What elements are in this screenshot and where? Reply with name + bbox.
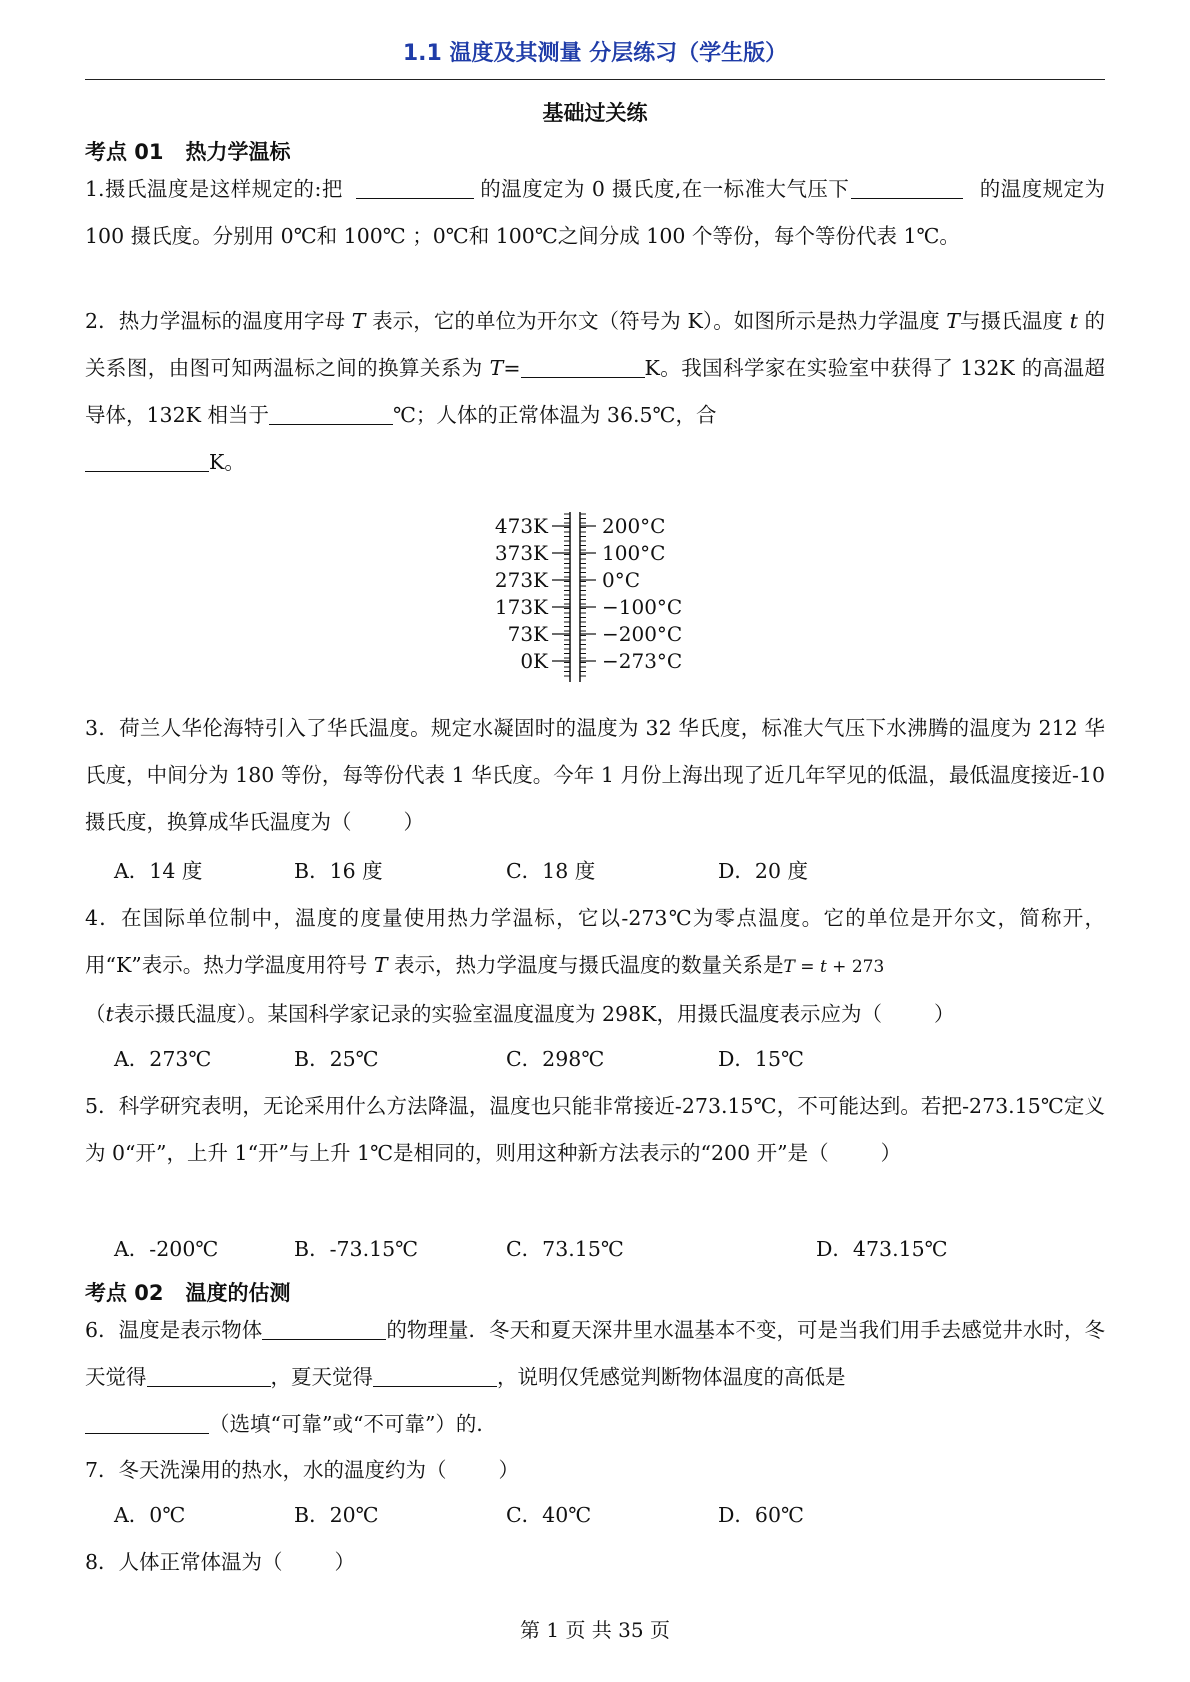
option-b[interactable]: B．20℃ bbox=[294, 1503, 379, 1527]
symbol-T: T bbox=[946, 309, 960, 333]
kelvin-label: 0K bbox=[520, 649, 548, 673]
question-text: K。 bbox=[209, 450, 245, 474]
celsius-label: 200°C bbox=[602, 514, 666, 538]
answer-blank[interactable] bbox=[521, 355, 645, 378]
option-c[interactable]: C．40℃ bbox=[506, 1503, 592, 1527]
temperature-scale-figure bbox=[490, 506, 750, 686]
formula bbox=[784, 957, 885, 977]
option-d[interactable]: D．20 度 bbox=[718, 859, 809, 883]
question-text: 表示，它的单位为开尔文（符号为 K）。如图所示是热力学温度 bbox=[372, 309, 940, 333]
option-d[interactable]: D．473.15℃ bbox=[816, 1237, 948, 1261]
question-text: = bbox=[503, 356, 521, 380]
page-footer: 第 1 页 共 35 页 bbox=[520, 1618, 670, 1642]
formula-text: + 273 bbox=[826, 957, 885, 977]
celsius-label: 100°C bbox=[602, 541, 666, 565]
symbol-T: T bbox=[351, 309, 366, 333]
answer-blank[interactable] bbox=[851, 176, 963, 199]
header-divider bbox=[85, 79, 1105, 80]
question-text: 6．温度是表示物体 bbox=[85, 1318, 263, 1342]
question-text: K。我国科学家在实验室中获得了 132K 的高温超导体，132K 相当于 bbox=[85, 356, 1105, 427]
option-d[interactable]: D．15℃ bbox=[718, 1047, 804, 1071]
question-text: 5．科学研究表明，无论采用什么方法降温，温度也只能非常接近-273.15℃，不可能达到。若把-273.15℃定义为 0“开”，上升 1“开”与上升 1℃是相同的，则用这种新方法表示的“200 开”是（ bbox=[85, 1094, 1105, 1165]
question-text: 4．在国际单位制中，温度的度量使用热力学温标，它以-273℃为零点温度。它的单位是开尔文，简称开，用“K”表示。热力学温度用符号 bbox=[85, 906, 1105, 977]
option-b[interactable]: B．-73.15℃ bbox=[294, 1237, 419, 1261]
question-2 bbox=[85, 298, 1105, 486]
question-text: ） bbox=[403, 810, 424, 834]
topic-heading-01 bbox=[85, 136, 291, 166]
question-text: 2．热力学温标的温度用字母 bbox=[85, 309, 346, 333]
question-text: 7．冬天洗澡用的热水，水的温度约为（ bbox=[85, 1458, 447, 1482]
question-text: ） bbox=[880, 1141, 902, 1165]
question-text: ℃；人体的正常体温为 36.5℃，合 bbox=[392, 403, 717, 427]
question-text: （ bbox=[85, 1002, 106, 1026]
celsius-label: −273°C bbox=[602, 649, 683, 673]
option-a[interactable]: A．14 度 bbox=[114, 859, 203, 883]
question-text: ） bbox=[498, 1458, 520, 1482]
topic-number: 考点 02 bbox=[85, 1281, 164, 1305]
question-text: （选填“可靠”或“不可靠”）的． bbox=[209, 1412, 497, 1436]
symbol-t: t bbox=[819, 957, 827, 977]
question-text: 表示，热力学温度与摄氏温度的数量关系是 bbox=[394, 953, 784, 977]
question-8 bbox=[85, 1539, 1105, 1586]
symbol-t: t bbox=[105, 1002, 114, 1026]
symbol-T: T bbox=[489, 356, 504, 380]
question-text: ，夏天觉得 bbox=[270, 1365, 373, 1389]
question-1 bbox=[85, 166, 1105, 260]
symbol-T: T bbox=[783, 957, 795, 977]
answer-blank[interactable] bbox=[373, 1364, 497, 1387]
answer-blank[interactable] bbox=[262, 1317, 386, 1340]
option-c[interactable]: C．298℃ bbox=[506, 1047, 605, 1071]
question-text: 1.摄氏温度是这样规定的:把 bbox=[85, 177, 343, 201]
section-title: 基础过关练 bbox=[542, 101, 648, 125]
topic-heading-02 bbox=[85, 1277, 291, 1307]
question-text: 的物理量．冬天和夏天深井里水温基本不变，可是当我们用手去感觉井水时，冬天觉得 bbox=[85, 1318, 1105, 1389]
topic-name: 热力学温标 bbox=[185, 140, 291, 164]
option-a[interactable]: A．-200℃ bbox=[114, 1237, 219, 1261]
symbol-t: t bbox=[1069, 309, 1078, 333]
question-text: ） bbox=[334, 1550, 356, 1574]
answer-blank[interactable] bbox=[85, 1411, 209, 1434]
option-c[interactable]: C．73.15℃ bbox=[506, 1237, 624, 1261]
answer-blank[interactable] bbox=[147, 1364, 271, 1387]
option-c[interactable]: C．18 度 bbox=[506, 859, 596, 883]
question-4 bbox=[85, 895, 1105, 1038]
page-title: 1.1 温度及其测量 分层练习（学生版） bbox=[402, 41, 788, 66]
question-text: 的关系图，由图可知两温标之间的换算关系为 bbox=[85, 309, 1105, 380]
option-b[interactable]: B．16 度 bbox=[294, 859, 383, 883]
kelvin-label: 173K bbox=[494, 595, 548, 619]
topic-name: 温度的估测 bbox=[185, 1281, 291, 1305]
answer-blank[interactable] bbox=[269, 402, 393, 425]
answer-blank[interactable] bbox=[85, 449, 209, 472]
question-5 bbox=[85, 1083, 1105, 1177]
kelvin-label: 373K bbox=[494, 541, 548, 565]
question-text: 3．荷兰人华伦海特引入了华氏温度。规定水凝固时的温度为 32 华氏度，标准大气压下水沸腾的温度为 212 华氏度，中间分为 180 等份，每等份代表 1 华氏度。今年 1 月份上海出现了近几年罕见的低温，最低温度接近-10 摄氏度，换算成华氏温度为（ bbox=[85, 716, 1105, 834]
celsius-label: −200°C bbox=[602, 622, 683, 646]
question-text: 的温度规定为 100 摄氏度。分别用 0℃和 100℃ ；0℃和 100℃之间分成 100 个等份，每个等份代表 1℃。 bbox=[85, 177, 1105, 248]
kelvin-label: 73K bbox=[507, 622, 548, 646]
question-3 bbox=[85, 705, 1105, 846]
answer-blank[interactable] bbox=[356, 176, 474, 199]
question-6 bbox=[85, 1307, 1105, 1448]
kelvin-label: 273K bbox=[494, 568, 548, 592]
option-b[interactable]: B．25℃ bbox=[294, 1047, 379, 1071]
question-7 bbox=[85, 1447, 1105, 1494]
formula-text: = bbox=[794, 957, 820, 977]
question-text: 与摄氏温度 bbox=[959, 309, 1063, 333]
option-a[interactable]: A．273℃ bbox=[114, 1047, 212, 1071]
question-text: ） bbox=[933, 1002, 955, 1026]
celsius-label: 0°C bbox=[602, 568, 641, 592]
question-text: 的温度定为 0 摄氏度,在一标准大气压下 bbox=[479, 177, 850, 201]
symbol-T: T bbox=[373, 953, 388, 977]
question-text: 8．人体正常体温为（ bbox=[85, 1550, 283, 1574]
option-d[interactable]: D．60℃ bbox=[718, 1503, 804, 1527]
topic-number: 考点 01 bbox=[85, 140, 164, 164]
celsius-label: −100°C bbox=[602, 595, 683, 619]
option-a[interactable]: A．0℃ bbox=[114, 1503, 186, 1527]
question-text: ，说明仅凭感觉判断物体温度的高低是 bbox=[497, 1365, 846, 1389]
kelvin-label: 473K bbox=[494, 514, 548, 538]
question-text: 表示摄氏温度）。某国科学家记录的实验室温度温度为 298K，用摄氏温度表示应为（ bbox=[113, 1002, 882, 1026]
